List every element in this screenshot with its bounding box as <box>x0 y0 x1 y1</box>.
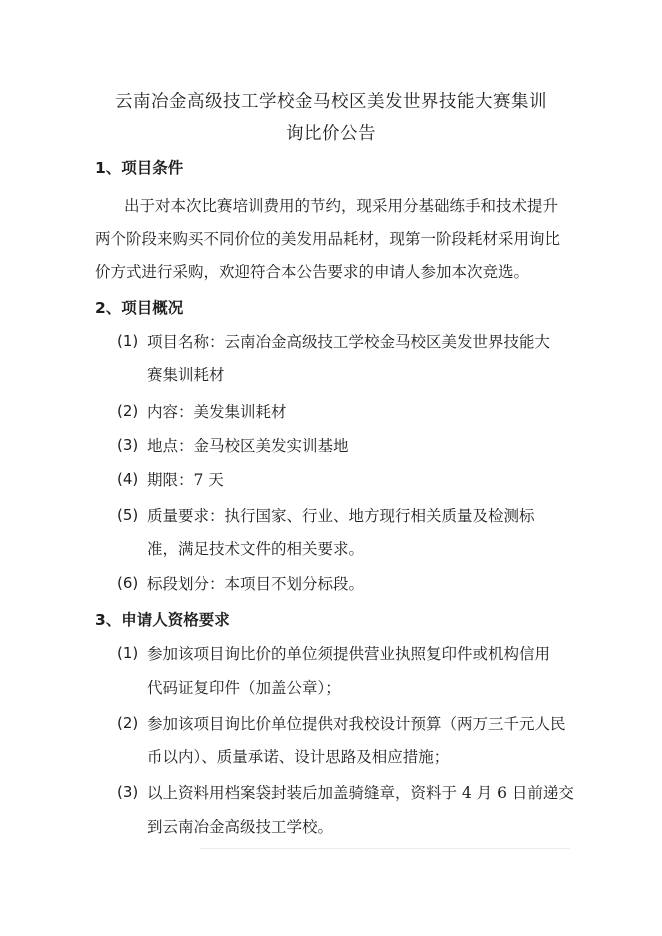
section1-heading: 1、项目条件 <box>95 159 184 177</box>
item-text-cont: 准，满足技术文件的相关要求。 <box>147 540 365 558</box>
item-number: (3) <box>117 436 139 454</box>
document-subtitle: 询比价公告 <box>286 124 376 144</box>
document-title: 云南冶金高级技工学校金马校区美发世界技能大赛集训 <box>115 92 547 112</box>
item-text-cont: 到云南冶金高级技工学校。 <box>147 818 334 836</box>
section3-heading: 3、申请人资格要求 <box>95 611 230 629</box>
item-text: 参加该项目询比价单位提供对我校设计预算（两万三千元人民 <box>147 715 566 733</box>
item-text: 以上资料用档案袋封装后加盖骑缝章，资料于 4 月 6 日前递交 <box>147 784 574 802</box>
item-number: (1) <box>117 644 139 662</box>
item-number: (6) <box>117 574 139 592</box>
scan-artifact-line <box>200 848 570 849</box>
item-text: 标段划分：本项目不划分标段。 <box>147 575 365 593</box>
item-text: 项目名称：云南冶金高级技工学校金马校区美发世界技能大 <box>147 333 551 351</box>
item-text: 内容：美发集训耗材 <box>147 403 287 421</box>
item-text: 期限：7 天 <box>147 471 224 489</box>
item-text-cont: 代码证复印件（加盖公章）； <box>147 679 341 697</box>
item-text: 地点：金马校区美发实训基地 <box>147 437 349 455</box>
section1-line: 两个阶段来购买不同价位的美发用品耗材，现第一阶段耗材采用询比 <box>95 230 561 248</box>
item-text: 参加该项目询比价的单位须提供营业执照复印件或机构信用 <box>147 645 551 663</box>
item-text-cont: 币以内）、质量承诺、设计思路及相应措施； <box>147 748 450 766</box>
item-number: (2) <box>117 402 139 420</box>
item-text: 质量要求：执行国家、行业、地方现行相关质量及检测标 <box>147 507 535 525</box>
item-number: (1) <box>117 332 139 350</box>
section1-line: 出于对本次比赛培训费用的节约，现采用分基础练手和技术提升 <box>124 197 559 215</box>
item-number: (2) <box>117 714 139 732</box>
section2-heading: 2、项目概况 <box>95 299 184 317</box>
item-number: (4) <box>117 470 139 488</box>
item-number: (5) <box>117 506 139 524</box>
section1-line: 价方式进行采购，欢迎符合本公告要求的申请人参加本次竞选。 <box>95 263 530 281</box>
item-number: (3) <box>117 783 139 801</box>
item-text-cont: 赛集训耗材 <box>147 366 225 384</box>
